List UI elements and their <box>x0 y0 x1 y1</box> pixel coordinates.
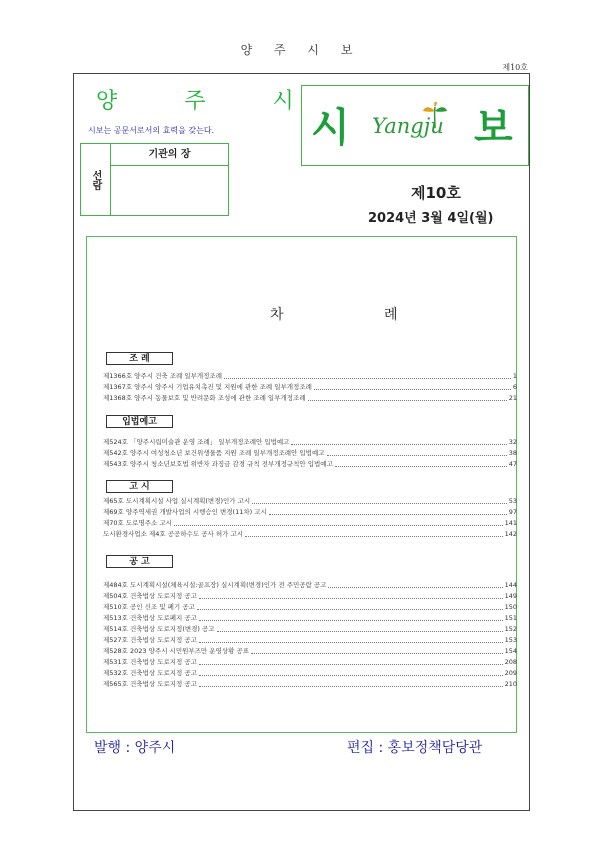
toc-entry-page: 144 <box>504 581 517 589</box>
dot-leader <box>199 675 503 676</box>
toc-entry-page: 208 <box>504 658 517 666</box>
toc-entry-text: 제1366호 양주시 건축 조례 일부개정조례 <box>103 372 222 380</box>
toc-title: 차 례 <box>270 307 446 323</box>
toc-entry[interactable] <box>103 591 517 601</box>
toc-entry[interactable] <box>103 668 517 678</box>
logo-word: Yangju <box>372 114 444 138</box>
logo-left-char: 시 <box>311 105 350 151</box>
toc-entry[interactable] <box>103 580 517 590</box>
section-label-public-notice: 고 시 <box>106 480 173 493</box>
section-label-legislative-notice: 입법예고 <box>106 415 173 428</box>
toc-entry-page: 210 <box>504 680 517 688</box>
toc-entry-page: 53 <box>508 497 517 505</box>
approval-box <box>80 143 229 216</box>
toc-entry-text: 제527호 건축법상 도로지정 공고 <box>103 636 197 644</box>
toc-entry[interactable] <box>103 679 517 689</box>
dot-leader <box>217 631 503 632</box>
toc-entry-text: 제543호 양주시 청소년보호법 위반자 과징금 감경 규칙 전부개정규칙안 입법예고 <box>103 460 333 468</box>
approval-head-label: 기관의 장 <box>111 144 228 166</box>
dot-leader <box>291 444 506 445</box>
toc-entry-page: 152 <box>504 625 517 633</box>
issue-number: 제10호 <box>411 184 461 202</box>
dot-leader <box>327 455 507 456</box>
running-title: 양 주 시 보 <box>240 43 362 57</box>
toc-entry-text: 도시환경사업소 제4호 공공하수도 공사 허가 고시 <box>103 530 244 538</box>
toc-entry-text: 제528호 2023 양주시 시민원부즈만 운영상황 공표 <box>103 647 250 655</box>
toc-entry-page: 47 <box>508 460 517 468</box>
section-label-announcement: 공 고 <box>106 555 173 568</box>
toc-entry-text: 제542호 양주시 여성청소년 보건위생물품 지원 조례 일부개정조례안 입법예고 <box>103 449 325 457</box>
dot-leader <box>314 389 511 390</box>
toc-entry-text: 제1368호 양주시 동물보호 및 반려문화 조성에 관한 조례 일부개정조례 <box>103 394 306 402</box>
dot-leader <box>269 514 507 515</box>
toc-entry-text: 제513호 건축법상 도로폐지 공고 <box>103 614 197 622</box>
editor-label: 편집 : 홍보정책담당관 <box>347 740 483 756</box>
dot-leader <box>328 587 502 588</box>
issue-date: 2024년 3월 4일(월) <box>368 211 494 226</box>
toc-entry-page: 151 <box>504 614 517 622</box>
toc-entry[interactable] <box>103 613 517 623</box>
toc-entry-text: 제514호 건축법상 도로지정(변경) 공고 <box>103 625 215 633</box>
toc-entry[interactable] <box>103 437 517 447</box>
toc-entry-page: 154 <box>504 647 517 655</box>
toc-entry-text: 제484호 도시계획시설(체육시설:골프장) 실시계획(변경)인가 전 주민공람 공고 <box>103 581 327 589</box>
dot-leader <box>224 378 511 379</box>
toc-entry[interactable] <box>103 496 517 506</box>
toc-entry-page: 141 <box>504 519 517 527</box>
toc-entry[interactable] <box>103 507 517 517</box>
toc-entry-page: 1 <box>512 372 517 380</box>
toc-entry-text: 제1367호 양주시 양주시 기업유치촉진 및 지원에 관한 조례 일부개정조례 <box>103 383 312 391</box>
dot-leader <box>197 609 503 610</box>
dot-leader <box>252 503 507 504</box>
toc-entry-text: 제524호 「양주시립미술관 운영 조례」 일부개정조례안 입법예고 <box>103 438 290 446</box>
toc-entry[interactable] <box>103 646 517 656</box>
toc-entry[interactable] <box>103 635 517 645</box>
toc-entry-page: 209 <box>504 669 517 677</box>
toc-entry-page: 153 <box>504 636 517 644</box>
toc-entry-text: 제65호 도시계획시설 사업 실시계획(변경)인가 고시 <box>103 497 251 505</box>
toc-entry-page: 149 <box>504 592 517 600</box>
toc-entry-page: 21 <box>508 394 517 402</box>
dot-leader <box>199 620 503 621</box>
toc-entry[interactable] <box>103 459 517 469</box>
toc-entry[interactable] <box>103 518 517 528</box>
dot-leader <box>245 536 503 537</box>
toc-entry-page: 32 <box>508 438 517 446</box>
toc-entry-page: 142 <box>504 530 517 538</box>
toc-entry-page: 6 <box>512 383 517 391</box>
dot-leader <box>199 642 503 643</box>
approval-side-label: 선람 <box>81 144 111 215</box>
toc-entry-text: 제510호 공인 신조 및 폐기 공고 <box>103 603 195 611</box>
section-label-ordinance: 조 례 <box>106 352 173 365</box>
toc-entry-text: 제504호 건축법상 도로지정 공고 <box>103 592 197 600</box>
publisher-label: 발행 : 양주시 <box>94 740 176 756</box>
toc-entry-text: 제70호 도로명주소 고시 <box>103 519 172 527</box>
issue-corner-label: 제10호 <box>502 63 528 72</box>
toc-entry-text: 제532호 건축법상 도로지정 공고 <box>103 669 197 677</box>
toc-entry[interactable] <box>103 624 517 634</box>
logo-right-char: 보 <box>474 105 513 151</box>
dot-leader <box>174 525 503 526</box>
toc-entry-page: 150 <box>504 603 517 611</box>
dot-leader <box>251 653 503 654</box>
dot-leader <box>199 686 503 687</box>
toc-entry[interactable] <box>103 529 517 539</box>
toc-entry-text: 제531호 건축법상 도로지정 공고 <box>103 658 197 666</box>
toc-entry-page: 97 <box>508 508 517 516</box>
dot-leader <box>199 664 503 665</box>
toc-entry-text: 제69호 양주역세권 개발사업의 시행승인 변경(11차) 고시 <box>103 508 267 516</box>
toc-entry[interactable] <box>103 657 517 667</box>
toc-entry[interactable] <box>103 393 517 403</box>
dot-leader <box>335 466 507 467</box>
city-name: 양 주 시 <box>96 89 324 114</box>
dot-leader <box>308 400 507 401</box>
toc-entry-page: 38 <box>508 449 517 457</box>
toc-entry[interactable] <box>103 382 517 392</box>
validity-note: 시보는 공문서로서의 효력을 갖는다. <box>88 126 215 135</box>
toc-entry[interactable] <box>103 602 517 612</box>
toc-entry[interactable] <box>103 371 517 381</box>
dot-leader <box>199 598 503 599</box>
toc-entry-text: 제565호 건축법상 도로지정 공고 <box>103 680 197 688</box>
toc-entry[interactable] <box>103 448 517 458</box>
